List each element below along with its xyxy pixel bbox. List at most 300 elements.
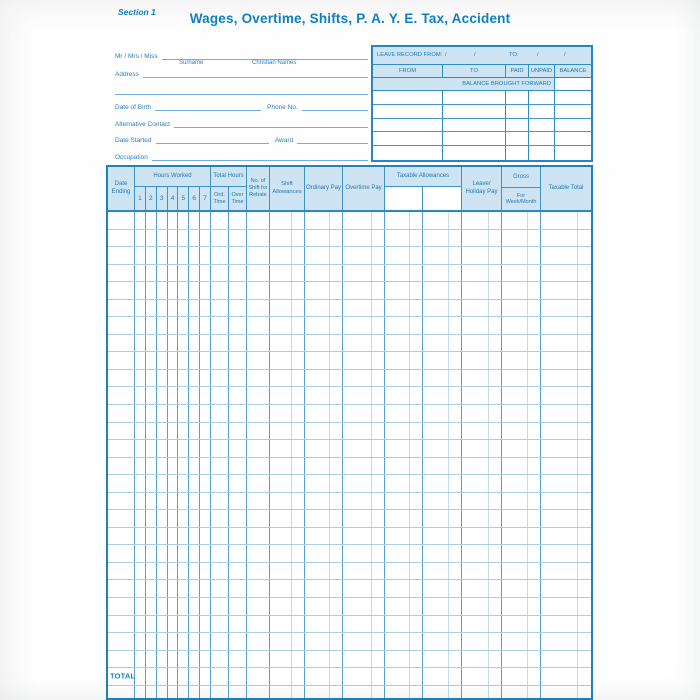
grid-cell	[189, 335, 200, 352]
grid-cell	[211, 247, 229, 264]
cents-divider	[448, 265, 449, 282]
grid-cell	[211, 352, 229, 369]
grid-cell	[270, 282, 305, 299]
grid-cell	[108, 230, 135, 247]
grid-cell	[270, 335, 305, 352]
grid-cell	[157, 528, 168, 545]
grid-cell	[189, 212, 200, 229]
grid-cell	[343, 440, 385, 457]
grid-cell	[270, 317, 305, 334]
grid-cell	[178, 493, 189, 510]
cents-divider	[409, 475, 410, 492]
grid-cell	[200, 282, 211, 299]
grid-cell	[462, 493, 502, 510]
cents-divider	[409, 423, 410, 440]
grid-cell	[178, 265, 189, 282]
grid-cell	[502, 440, 541, 457]
cents-divider	[409, 668, 410, 685]
leave-cell	[443, 146, 506, 160]
grid-cell	[502, 317, 541, 334]
col-header-taxable-total: Taxable Total	[548, 184, 584, 191]
grid-cell	[343, 212, 385, 229]
col-header-paid: PAID	[506, 65, 529, 77]
leave-cell	[373, 119, 443, 132]
cents-divider	[409, 352, 410, 369]
cents-divider	[577, 633, 578, 650]
leave-cell	[443, 91, 506, 104]
grid-cell	[135, 545, 146, 562]
cents-divider	[329, 651, 330, 668]
grid-cell	[343, 580, 385, 597]
grid-cell	[247, 387, 270, 404]
grid-cell	[189, 265, 200, 282]
cents-divider	[488, 598, 489, 615]
grid-cell	[343, 563, 385, 580]
grid-cell	[178, 352, 189, 369]
cents-divider	[448, 563, 449, 580]
grid-cell	[200, 317, 211, 334]
balance-brought-forward-cell	[555, 78, 591, 90]
for-week-month-label: For Week/Month	[505, 192, 537, 205]
grid-cell	[135, 230, 146, 247]
worksheet-row	[108, 352, 591, 370]
grid-cell	[108, 598, 135, 615]
cents-divider	[409, 387, 410, 404]
cents-divider	[329, 668, 330, 685]
cents-divider	[291, 352, 292, 369]
grid-cell	[343, 493, 385, 510]
cents-divider	[527, 282, 528, 299]
cents-divider	[577, 352, 578, 369]
day-6-header: 6	[189, 187, 200, 210]
cents-divider	[527, 528, 528, 545]
leave-cell	[443, 132, 506, 145]
grid-cell	[462, 598, 502, 615]
grid-cell	[135, 510, 146, 527]
worksheet-row	[108, 370, 591, 388]
cents-divider	[488, 387, 489, 404]
grid-cell	[462, 475, 502, 492]
grid-cell	[168, 563, 179, 580]
grid-cell	[229, 282, 247, 299]
grid-cell	[423, 335, 462, 352]
grid-cell	[108, 440, 135, 457]
grid-cell	[541, 475, 591, 492]
grid-cell	[135, 616, 146, 633]
cents-divider	[371, 387, 372, 404]
cents-divider	[488, 668, 489, 685]
grid-cell	[462, 633, 502, 650]
leave-cell	[506, 132, 529, 145]
worksheet-row	[108, 423, 591, 441]
grid-cell	[270, 247, 305, 264]
grid-cell	[305, 265, 343, 282]
grid-cell	[502, 458, 541, 475]
cents-divider	[371, 352, 372, 369]
grid-cell	[168, 440, 179, 457]
grid-cell	[385, 510, 423, 527]
grid-cell	[541, 545, 591, 562]
grid-cell	[385, 475, 423, 492]
cents-divider	[577, 230, 578, 247]
worksheet-row	[108, 440, 591, 458]
grid-cell	[385, 686, 423, 700]
grid-cell	[108, 387, 135, 404]
grid-cell	[247, 668, 270, 685]
grid-cell	[211, 545, 229, 562]
grid-cell	[178, 317, 189, 334]
grid-cell	[305, 352, 343, 369]
grid-cell	[270, 352, 305, 369]
grid-cell	[462, 282, 502, 299]
grid-cell	[502, 633, 541, 650]
grid-cell	[229, 458, 247, 475]
cents-divider	[577, 616, 578, 633]
grid-cell	[135, 493, 146, 510]
cents-divider	[448, 458, 449, 475]
grid-cell	[305, 475, 343, 492]
address-row-2	[115, 85, 368, 95]
grid-cell	[385, 265, 423, 282]
grid-cell	[423, 510, 462, 527]
grid-cell	[462, 563, 502, 580]
grid-cell	[157, 686, 168, 700]
grid-cell	[200, 458, 211, 475]
grid-cell	[178, 580, 189, 597]
grid-cell	[305, 423, 343, 440]
grid-cell	[385, 423, 423, 440]
grid-cell	[270, 633, 305, 650]
cents-divider	[329, 282, 330, 299]
grid-cell	[270, 423, 305, 440]
grid-cell	[305, 230, 343, 247]
grid-cell	[157, 475, 168, 492]
cents-divider	[577, 440, 578, 457]
cents-divider	[329, 423, 330, 440]
cents-divider	[371, 528, 372, 545]
grid-cell	[168, 686, 179, 700]
grid-cell	[229, 265, 247, 282]
grid-cell	[157, 493, 168, 510]
grid-cell	[135, 686, 146, 700]
cents-divider	[329, 563, 330, 580]
cents-divider	[409, 317, 410, 334]
grid-cell	[462, 300, 502, 317]
grid-cell	[135, 265, 146, 282]
grid-cell	[146, 510, 157, 527]
grid-cell	[502, 212, 541, 229]
grid-cell	[178, 300, 189, 317]
taxable-allowance-blank-box-2	[423, 187, 461, 210]
grid-cell	[270, 230, 305, 247]
grid-cell	[146, 580, 157, 597]
grid-cell	[247, 247, 270, 264]
grid-cell	[146, 440, 157, 457]
grid-cell	[502, 510, 541, 527]
grid-cell	[178, 598, 189, 615]
cents-divider	[488, 317, 489, 334]
grid-cell	[168, 317, 179, 334]
grid-cell	[211, 528, 229, 545]
grid-cell	[247, 423, 270, 440]
grid-cell	[229, 510, 247, 527]
day-3-header: 3	[157, 187, 168, 210]
cents-divider	[291, 423, 292, 440]
cents-divider	[329, 528, 330, 545]
worksheet-row	[108, 247, 591, 265]
cents-divider	[371, 458, 372, 475]
dob-underline	[155, 109, 261, 111]
worksheet-body	[108, 212, 591, 700]
grid-cell	[135, 563, 146, 580]
grid-cell	[462, 668, 502, 685]
grid-cell	[385, 335, 423, 352]
cents-divider	[448, 282, 449, 299]
date-slash: /	[537, 52, 539, 58]
occupation-row	[115, 151, 368, 161]
cents-divider	[488, 282, 489, 299]
grid-cell	[541, 212, 591, 229]
cents-divider	[527, 265, 528, 282]
grid-cell	[502, 598, 541, 615]
page-title: Wages, Overtime, Shifts, P. A. Y. E. Tax, Accident	[189, 11, 511, 26]
worksheet-row	[108, 300, 591, 318]
grid-cell	[168, 352, 179, 369]
worksheet-row	[108, 545, 591, 563]
grid-cell	[146, 300, 157, 317]
grid-cell	[146, 352, 157, 369]
grid-cell	[146, 686, 157, 700]
grid-cell	[305, 493, 343, 510]
cents-divider	[527, 405, 528, 422]
grid-cell	[168, 616, 179, 633]
cents-divider	[488, 212, 489, 229]
cents-divider	[291, 387, 292, 404]
grid-cell	[502, 493, 541, 510]
grid-cell	[462, 405, 502, 422]
cents-divider	[488, 405, 489, 422]
cents-divider	[488, 493, 489, 510]
grid-cell	[229, 686, 247, 700]
cents-divider	[577, 247, 578, 264]
cents-divider	[577, 510, 578, 527]
address-underline-2	[115, 93, 368, 95]
grid-cell	[270, 545, 305, 562]
cents-divider	[371, 370, 372, 387]
cents-divider	[577, 282, 578, 299]
grid-cell	[247, 300, 270, 317]
grid-cell	[108, 651, 135, 668]
cents-divider	[488, 633, 489, 650]
cents-divider	[527, 510, 528, 527]
grid-cell	[146, 282, 157, 299]
grid-cell	[541, 247, 591, 264]
grid-cell	[541, 458, 591, 475]
grid-cell	[423, 405, 462, 422]
grid-cell	[200, 387, 211, 404]
grid-cell	[189, 440, 200, 457]
cents-divider	[448, 212, 449, 229]
grid-cell	[135, 335, 146, 352]
cents-divider	[527, 580, 528, 597]
cents-divider	[291, 493, 292, 510]
award-underline	[297, 142, 368, 144]
cents-divider	[371, 247, 372, 264]
grid-cell	[502, 405, 541, 422]
grid-cell	[423, 212, 462, 229]
grid-cell	[189, 317, 200, 334]
grid-cell	[168, 212, 179, 229]
grid-cell	[157, 458, 168, 475]
grid-cell	[423, 458, 462, 475]
grid-cell	[108, 493, 135, 510]
cents-divider	[291, 230, 292, 247]
cents-divider	[527, 493, 528, 510]
cents-divider	[488, 335, 489, 352]
cents-divider	[291, 651, 292, 668]
grid-cell	[247, 651, 270, 668]
grid-cell	[385, 440, 423, 457]
grid-cell	[462, 335, 502, 352]
col-header-overtime-pay: Overtime Pay	[343, 167, 385, 210]
grid-cell	[108, 686, 135, 700]
grid-cell	[157, 563, 168, 580]
grid-cell	[200, 493, 211, 510]
grid-cell	[168, 668, 179, 685]
grid-cell	[178, 423, 189, 440]
grid-cell	[462, 317, 502, 334]
cents-divider	[409, 686, 410, 700]
grid-cell	[178, 633, 189, 650]
name-label: Mr / Mrs / Miss	[115, 53, 158, 60]
grid-cell	[462, 651, 502, 668]
grid-cell	[189, 616, 200, 633]
leave-cell	[373, 132, 443, 145]
grid-cell	[541, 230, 591, 247]
grid-cell	[270, 598, 305, 615]
grid-cell	[211, 335, 229, 352]
cents-divider	[448, 651, 449, 668]
grid-cell	[157, 335, 168, 352]
grid-cell	[423, 528, 462, 545]
taxable-allowances-label: Taxable Allowances	[385, 167, 461, 187]
grid-cell	[343, 633, 385, 650]
cents-divider	[448, 598, 449, 615]
grid-cell	[423, 300, 462, 317]
grid-cell	[211, 458, 229, 475]
grid-cell	[423, 230, 462, 247]
grid-cell	[247, 686, 270, 700]
grid-cell	[229, 370, 247, 387]
cents-divider	[527, 686, 528, 700]
grid-cell	[541, 405, 591, 422]
grid-cell	[229, 212, 247, 229]
grid-cell	[189, 668, 200, 685]
grid-cell	[502, 300, 541, 317]
grid-cell	[385, 668, 423, 685]
cents-divider	[291, 545, 292, 562]
grid-cell	[189, 405, 200, 422]
grid-cell	[189, 352, 200, 369]
grid-cell	[157, 580, 168, 597]
grid-cell	[178, 387, 189, 404]
grid-cell	[189, 230, 200, 247]
grid-cell	[157, 212, 168, 229]
grid-cell	[146, 405, 157, 422]
grid-cell	[135, 247, 146, 264]
grid-cell	[200, 475, 211, 492]
grid-cell	[541, 423, 591, 440]
col-header-balance: BALANCE	[559, 68, 587, 74]
cents-divider	[371, 230, 372, 247]
grid-cell	[423, 370, 462, 387]
grid-cell	[211, 475, 229, 492]
grid-cell	[200, 580, 211, 597]
grid-cell	[168, 300, 179, 317]
grid-cell	[229, 545, 247, 562]
worksheet-row	[108, 265, 591, 283]
col-header-from: FROM	[373, 65, 443, 77]
grid-cell	[108, 616, 135, 633]
grid-cell	[178, 545, 189, 562]
grid-cell	[157, 423, 168, 440]
grid-cell	[146, 387, 157, 404]
grid-cell	[157, 616, 168, 633]
grid-cell	[168, 633, 179, 650]
grid-cell	[270, 686, 305, 700]
grid-cell	[108, 668, 135, 685]
cents-divider	[329, 458, 330, 475]
grid-cell	[423, 282, 462, 299]
grid-cell	[423, 352, 462, 369]
grid-cell	[108, 475, 135, 492]
cents-divider	[488, 686, 489, 700]
grid-cell	[108, 423, 135, 440]
col-header-date-ending: Date Ending	[108, 167, 135, 210]
occupation-underline	[152, 159, 368, 161]
date-started-label: Date Started	[115, 137, 152, 144]
grid-cell	[229, 335, 247, 352]
grid-cell	[157, 405, 168, 422]
leave-to-label: TO:	[509, 52, 519, 58]
grid-cell	[168, 335, 179, 352]
day-2-header: 2	[146, 187, 157, 210]
grid-cell	[146, 668, 157, 685]
grid-cell	[462, 423, 502, 440]
grid-cell	[385, 300, 423, 317]
cents-divider	[577, 686, 578, 700]
grid-cell	[200, 686, 211, 700]
col-header-over-time: Over Time	[231, 192, 244, 205]
grid-cell	[108, 282, 135, 299]
grid-cell	[247, 282, 270, 299]
cents-divider	[488, 352, 489, 369]
grid-cell	[247, 352, 270, 369]
worksheet-row	[108, 616, 591, 634]
date-slash: /	[564, 52, 566, 58]
grid-cell	[200, 265, 211, 282]
grid-cell	[541, 686, 591, 700]
cents-divider	[291, 335, 292, 352]
worksheet-header	[108, 167, 591, 212]
leave-cell	[506, 146, 529, 160]
grid-cell	[200, 616, 211, 633]
grid-cell	[270, 387, 305, 404]
grid-cell	[305, 370, 343, 387]
cents-divider	[577, 265, 578, 282]
grid-cell	[462, 616, 502, 633]
grid-cell	[343, 458, 385, 475]
